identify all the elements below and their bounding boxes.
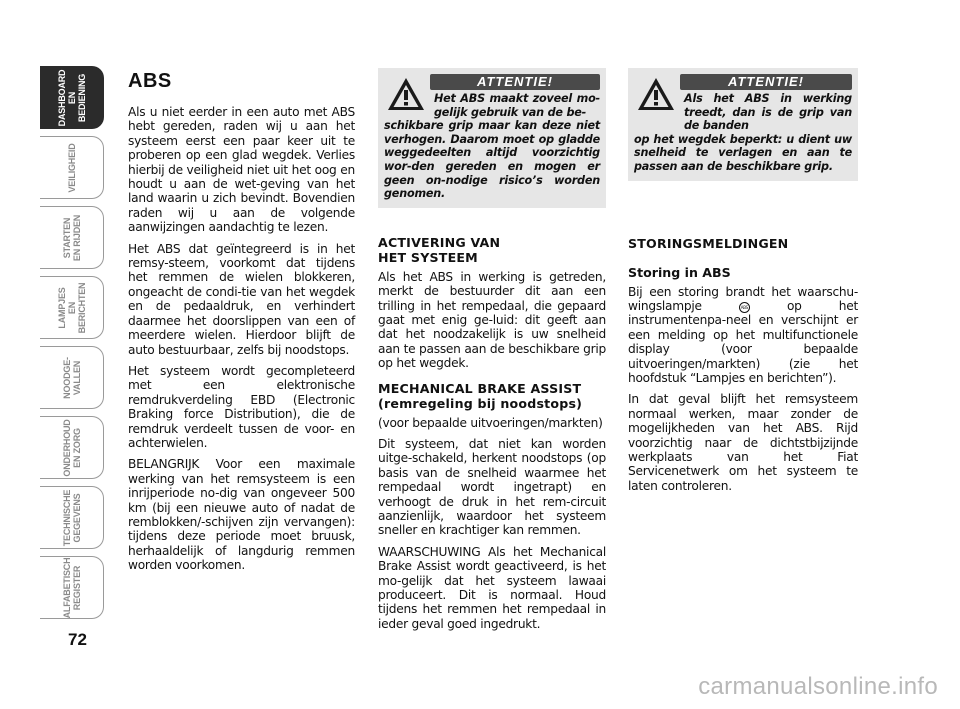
paragraph: Het systeem wordt gecompleteerd met een elektronische remdrukverdeling EBD (Electronic Braking force Distribution), die de remdruk verdeelt tussen de voor- en achterwielen.	[128, 363, 355, 450]
tab-label: ONDERHOUD EN ZORG	[61, 418, 82, 477]
page-number: 72	[68, 630, 87, 649]
tab-onderhoud[interactable]	[40, 416, 104, 479]
tab-label: STARTEN EN RIJDEN	[61, 214, 82, 261]
column-activering	[378, 68, 606, 638]
paragraph: Dit systeem, dat niet kan worden uitge-schakeld, herkent noodstops (op basis van de snelheid waarmee het rempedaal wordt ingetrapt) en verhoogt de druk in het rem-circuit aanzienlijk, waardoor het systeem sneller en krachtiger kan remmen.	[378, 437, 606, 538]
warning-lead: Het ABS maakt zoveel mo-gelijk gebruik van de be-	[434, 92, 600, 119]
tab-dashboard[interactable]	[40, 66, 104, 129]
warning-triangle-icon	[384, 74, 430, 112]
warning-lead: Als het ABS in werking treedt, dan is de grip van de banden	[684, 92, 852, 133]
paragraph: WAARSCHUWING Als het Mechanical Brake Assist wordt geactiveerd, is het mo-gelijk dat het systeem lawaai produceert. Dit is normaal. Houd tijdens het remmen het rempedaal in ieder geval goed ingedrukt.	[378, 544, 606, 631]
section-storingsmeldingen	[628, 236, 858, 494]
column-storingen	[628, 68, 858, 500]
warning-triangle-icon	[634, 74, 680, 112]
tab-noodgevallen[interactable]	[40, 346, 104, 409]
watermark: carmanualsonline.info	[698, 673, 938, 700]
paragraph	[628, 285, 858, 386]
section-title: ACTIVERING VAN HET SYSTEEM	[378, 234, 501, 265]
tab-starten[interactable]	[40, 206, 104, 269]
section-brake-assist	[378, 381, 606, 632]
attention-banner: ATTENTIE!	[680, 74, 852, 90]
subsection-title: Storing in ABS	[628, 264, 731, 280]
tab-label: ALFABETISCH REGISTER	[61, 557, 82, 618]
tab-veiligheid[interactable]	[40, 136, 104, 199]
paragraph: BELANGRIJK Voor een maximale werking van het remsysteem is een inrijperiode no-dig van ongeveer 500 km (bij een nieuwe auto of nadat de remblokken/-schijven zijn vervangen): tijdens deze periode moet bruusk, herhaaldelijk of langdurig remmen worden voorkomen.	[128, 457, 355, 573]
tab-label: DASHBOARD EN BEDIENING	[56, 69, 87, 126]
paragraph: Als u niet eerder in een auto met ABS hebt gereden, raden wij u aan het systeem eerst een paar keer uit te proberen op een glad wegdek. Verlies hierbij de veiligheid niet uit het oog en houdt u aan de wet-geving van het land waarin u zich bevindt. Bovendien raden wij u aan de volgende aanwijzingen aandachtig te lezen.	[128, 105, 355, 235]
section-title: MECHANICAL BRAKE ASSIST (remregeling bij noodstops)	[378, 380, 583, 411]
tab-register[interactable]	[40, 556, 104, 619]
tab-label: NOODGE- VALLEN	[61, 356, 82, 399]
warning-box	[378, 68, 606, 208]
paragraph-end: op het instrumentenpa-neel en verschijnt er een melding op het multifunctionele display (voor bepaalde uitvoeringen/markten) (zie het hoofdstuk “Lampjes en berichten”).	[628, 298, 858, 385]
section-title-abs: ABS	[128, 70, 172, 92]
tab-lampjes[interactable]	[40, 276, 104, 339]
chapter-tabs	[40, 66, 106, 626]
column-abs	[128, 70, 355, 580]
tab-technische[interactable]	[40, 486, 104, 549]
paragraph: In dat geval blijft het remsysteem normaal werken, maar zonder de mogelijkheden van het ABS. Rijd voorzichtig naar de dichtstbijzijnde werkplaats van het Fiat Servicenetwerk om het systeem te laten controleren.	[628, 392, 858, 493]
section-activering	[378, 235, 606, 371]
warning-rest: schikbare grip maar kan deze niet verhogen. Daarom moet op gladde weggedeelten altijd voorzichtig wor-den gereden en mogen er geen on-nodige risico’s worden genomen.	[384, 119, 600, 201]
tab-label: LAMPJES EN BERICHTEN	[56, 282, 87, 333]
abs-warning-light-icon: ABS	[739, 302, 750, 313]
warning-box	[628, 68, 858, 181]
section-title: STORINGSMELDINGEN	[628, 235, 789, 251]
tab-label: VEILIGHEID	[66, 143, 77, 193]
tab-label: TECHNISCHE GEGEVENS	[61, 489, 82, 546]
paragraph-start: Bij een storing brandt het waarschu-wingslampje	[628, 284, 858, 313]
subtitle: (voor bepaalde uitvoeringen/markten)	[378, 415, 603, 430]
paragraph: Het ABS dat geïntegreerd is in het remsy-steem, voorkomt dat tijdens het remmen de wielen blokkeren, ongeacht de condi-tie van het wegdek en de pedaaldruk, en verhindert daarmee het doorslippen van een of meerdere wielen. Hierdoor blijft de auto bestuurbaar, zelfs bij noodstops.	[128, 241, 355, 357]
attention-banner: ATTENTIE!	[430, 74, 600, 90]
warning-rest: op het wegdek beperkt: u dient uw snelheid te verlagen en aan te passen aan de beschikbare grip.	[634, 132, 852, 173]
paragraph: Als het ABS in werking is getreden, merkt de bestuurder dit aan een trilling in het rempedaal, die gepaard gaat met enig ge-luid: dit geeft aan dat het noodzakelijk is uw snelheid aan te passen aan de beschikbare grip op het wegdek.	[378, 269, 606, 371]
